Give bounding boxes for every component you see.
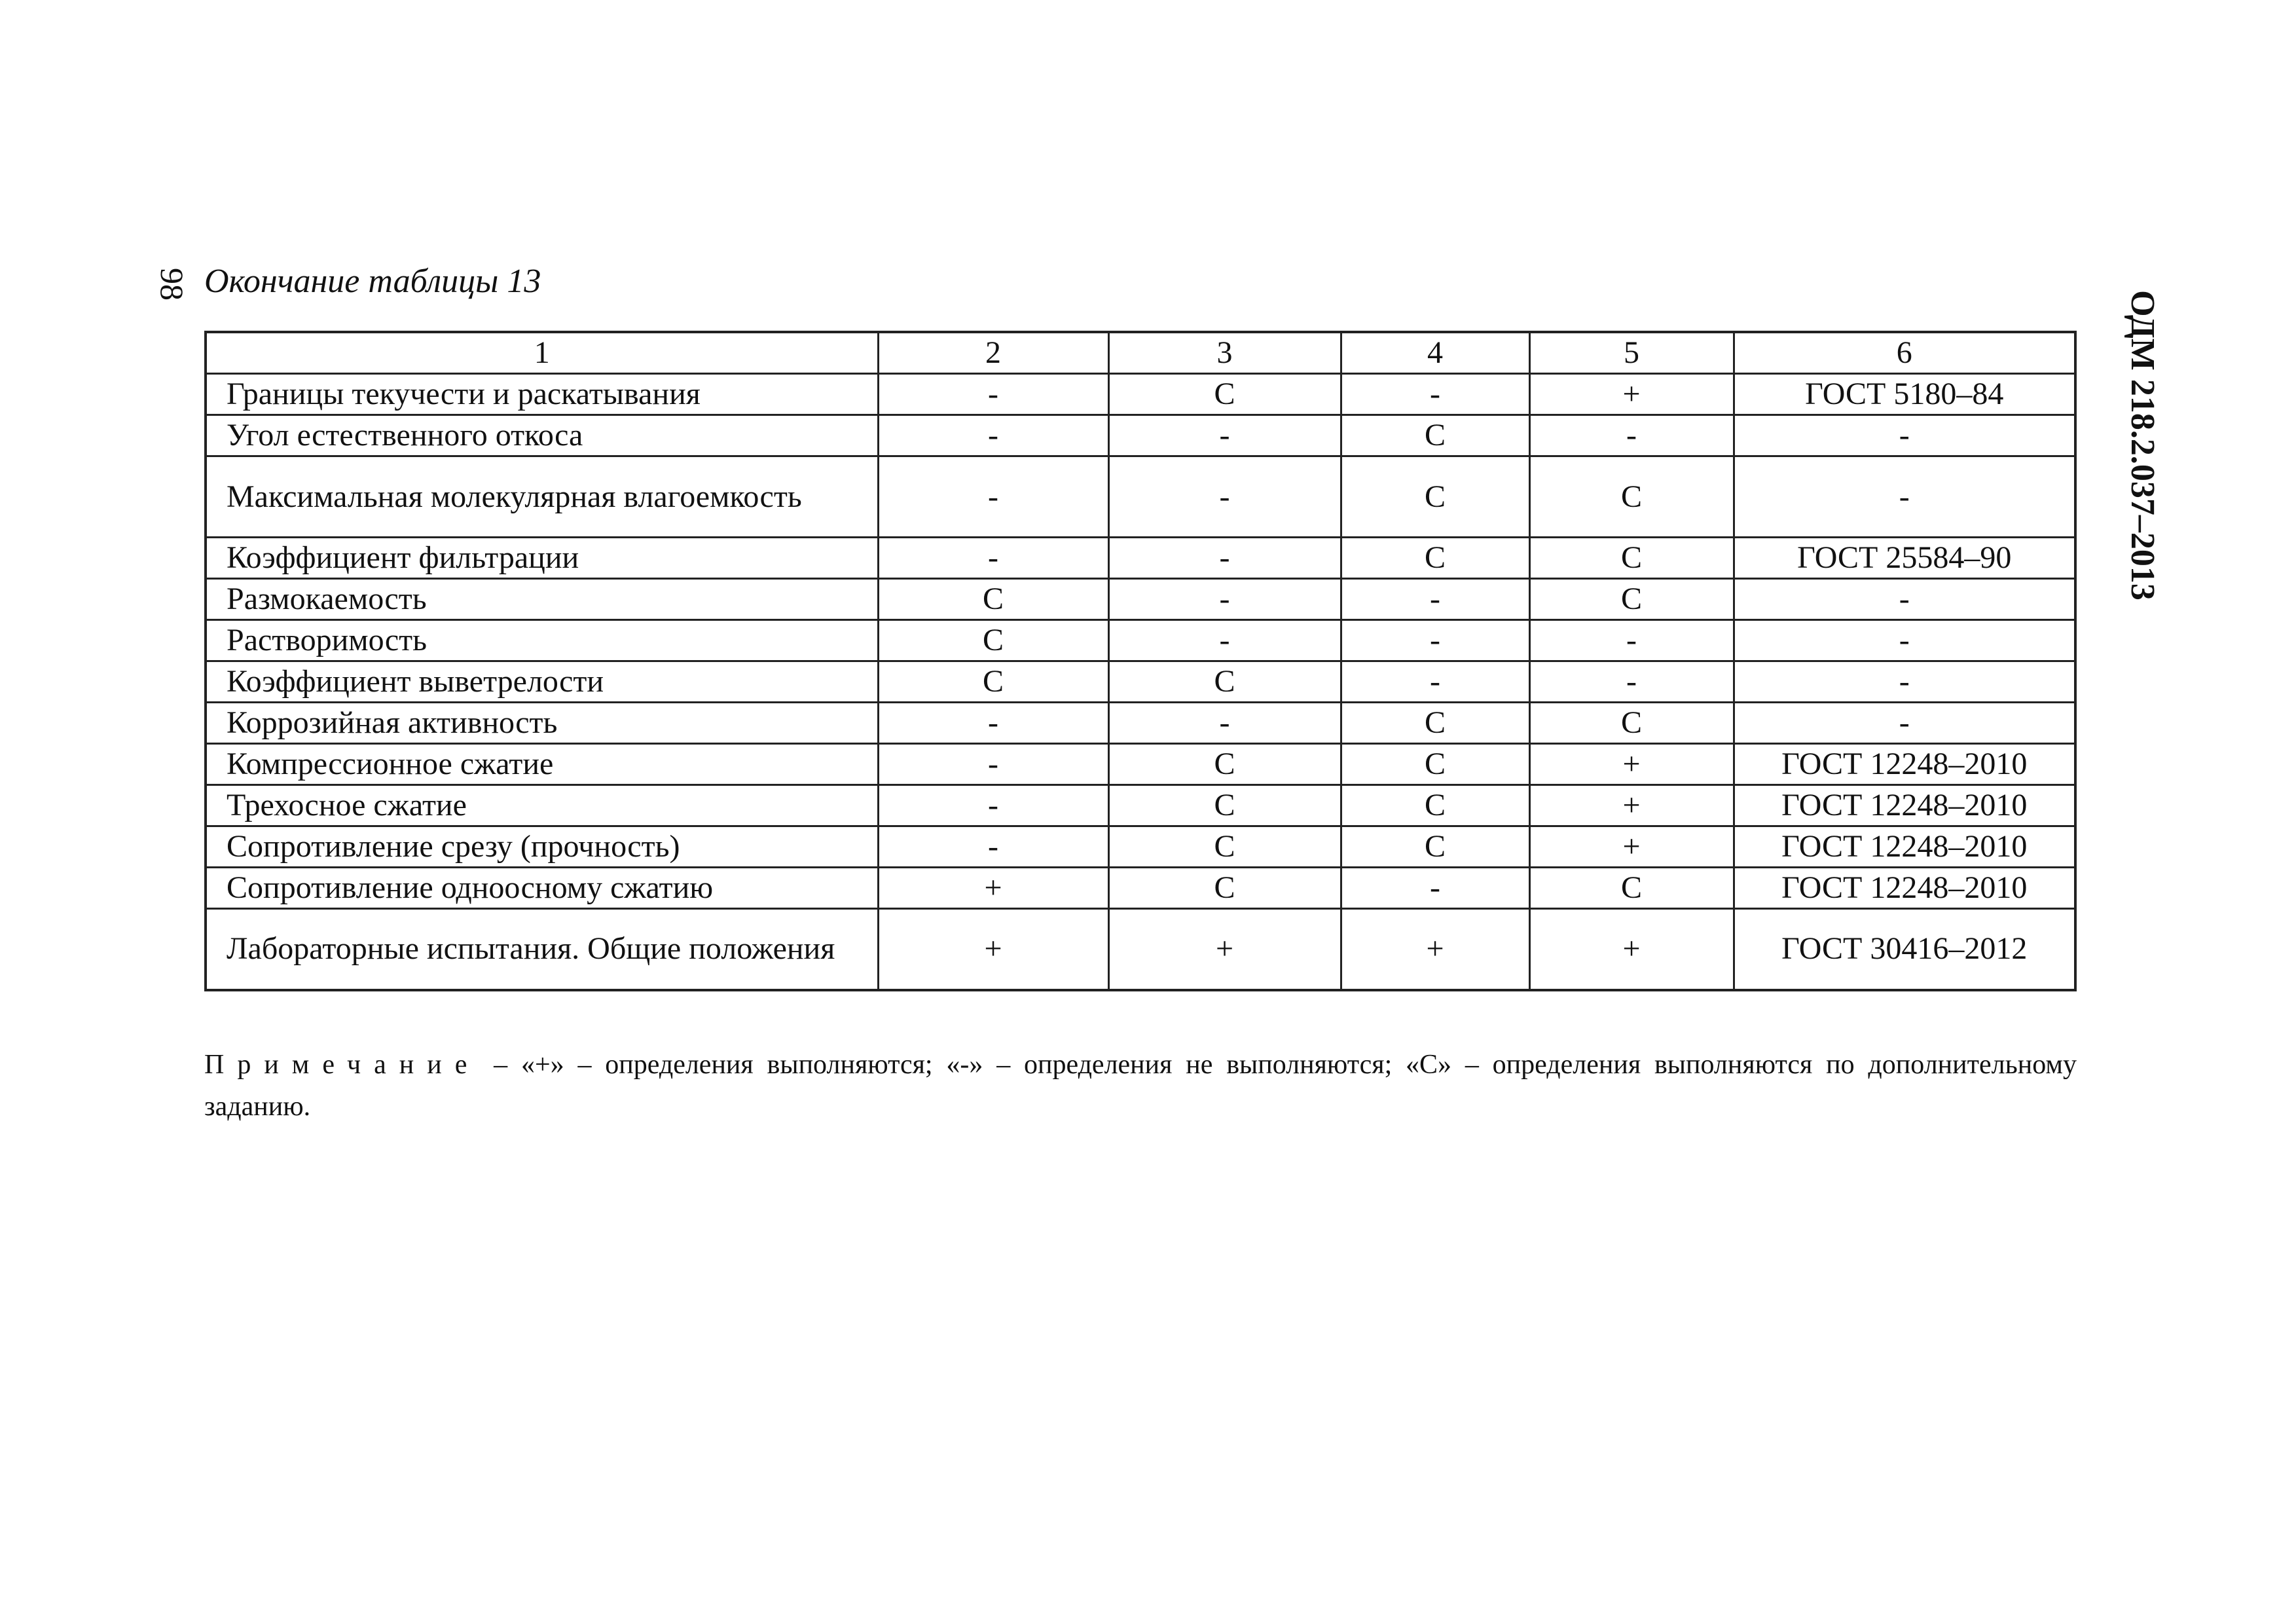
note-text: – «+» – определения выполняются; «-» – определения не выполняются; «С» – определения выполняются по дополнительному заданию. [204,1050,2077,1122]
cell-col-5: С [1529,868,1734,909]
cell-col-2: - [878,826,1108,868]
cell-col-3: - [1108,620,1341,661]
table-row [206,538,2075,579]
table-note [204,1044,2077,1128]
parameter-name: Сопротивление срезу (прочность) [206,826,878,868]
cell-col-5: + [1529,826,1734,868]
parameter-name: Трехосное сжатие [206,785,878,826]
cell-col-3: С [1108,868,1341,909]
header-cell-2: 2 [878,332,1108,374]
table-row [206,868,2075,909]
parameter-name: Сопротивление одноосному сжатию [206,868,878,909]
cell-col-2: - [878,374,1108,415]
parameter-name: Коэффициент фильтрации [206,538,878,579]
header-cell-3: 3 [1108,332,1341,374]
table-row [206,785,2075,826]
cell-col-3: С [1108,744,1341,785]
cell-col-5: + [1529,785,1734,826]
cell-col-5: - [1529,415,1734,456]
cell-col-4: - [1341,868,1529,909]
parameter-name: Компрессионное сжатие [206,744,878,785]
table-row [206,826,2075,868]
cell-col-4: - [1341,661,1529,703]
parameter-name: Размокаемость [206,579,878,620]
cell-col-4: С [1341,456,1529,538]
parameter-name: Границы текучести и раскатывания [206,374,878,415]
cell-col-4: + [1341,909,1529,990]
cell-col-2: С [878,579,1108,620]
table-header-row [206,332,2075,374]
cell-col-3: С [1108,661,1341,703]
table-row [206,579,2075,620]
cell-col-4: - [1341,620,1529,661]
cell-standard: ГОСТ 25584–90 [1734,538,2075,579]
cell-col-2: С [878,620,1108,661]
cell-col-4: С [1341,826,1529,868]
cell-col-2: - [878,456,1108,538]
cell-col-2: - [878,744,1108,785]
header-cell-6: 6 [1734,332,2075,374]
cell-col-5: - [1529,661,1734,703]
cell-standard: ГОСТ 12248–2010 [1734,744,2075,785]
header-cell-4: 4 [1341,332,1529,374]
cell-standard: ГОСТ 12248–2010 [1734,826,2075,868]
cell-col-4: - [1341,579,1529,620]
cell-standard: - [1734,456,2075,538]
cell-col-5: С [1529,703,1734,744]
cell-col-2: С [878,661,1108,703]
cell-col-5: С [1529,456,1734,538]
cell-col-4: С [1341,703,1529,744]
cell-standard: ГОСТ 12248–2010 [1734,785,2075,826]
parameter-name: Лабораторные испытания. Общие положения [206,909,878,990]
cell-col-3: С [1108,785,1341,826]
cell-col-5: + [1529,744,1734,785]
cell-standard: - [1734,661,2075,703]
document-code [2116,262,2168,629]
table-row [206,620,2075,661]
cell-col-2: - [878,415,1108,456]
cell-col-5: С [1529,579,1734,620]
cell-col-3: - [1108,703,1341,744]
cell-standard: - [1734,620,2075,661]
cell-col-5: + [1529,909,1734,990]
table-row [206,703,2075,744]
requirements-table [204,331,2077,991]
cell-col-4: - [1341,374,1529,415]
cell-standard: - [1734,415,2075,456]
cell-col-2: + [878,909,1108,990]
cell-col-4: С [1341,415,1529,456]
parameter-name: Максимальная молекулярная влагоемкость [206,456,878,538]
cell-col-4: С [1341,538,1529,579]
table-row [206,909,2075,990]
header-cell-5: 5 [1529,332,1734,374]
cell-col-3: + [1108,909,1341,990]
cell-col-4: С [1341,744,1529,785]
parameter-name: Коррозийная активность [206,703,878,744]
cell-col-2: - [878,785,1108,826]
cell-standard: - [1734,579,2075,620]
cell-col-2: + [878,868,1108,909]
cell-col-2: - [878,538,1108,579]
cell-standard: ГОСТ 12248–2010 [1734,868,2075,909]
page-number: 98 [154,268,191,301]
cell-col-3: - [1108,415,1341,456]
table-row [206,456,2075,538]
cell-col-3: - [1108,579,1341,620]
cell-col-4: С [1341,785,1529,826]
table-row [206,374,2075,415]
cell-standard: ГОСТ 30416–2012 [1734,909,2075,990]
parameter-name: Коэффициент выветрелости [206,661,878,703]
cell-col-3: С [1108,826,1341,868]
cell-col-3: - [1108,538,1341,579]
document-code-text: ОДМ 218.2.037–2013 [2124,290,2161,600]
table-row [206,661,2075,703]
cell-col-3: С [1108,374,1341,415]
cell-col-2: - [878,703,1108,744]
table-row [206,744,2075,785]
note-label: Примечание [204,1050,481,1080]
cell-col-5: - [1529,620,1734,661]
cell-col-5: С [1529,538,1734,579]
cell-standard: - [1734,703,2075,744]
cell-col-5: + [1529,374,1734,415]
cell-standard: ГОСТ 5180–84 [1734,374,2075,415]
table-caption: Окончание таблицы 13 [204,263,541,300]
header-cell-1: 1 [206,332,878,374]
cell-col-3: - [1108,456,1341,538]
table-row [206,415,2075,456]
parameter-name: Угол естественного откоса [206,415,878,456]
parameter-name: Растворимость [206,620,878,661]
